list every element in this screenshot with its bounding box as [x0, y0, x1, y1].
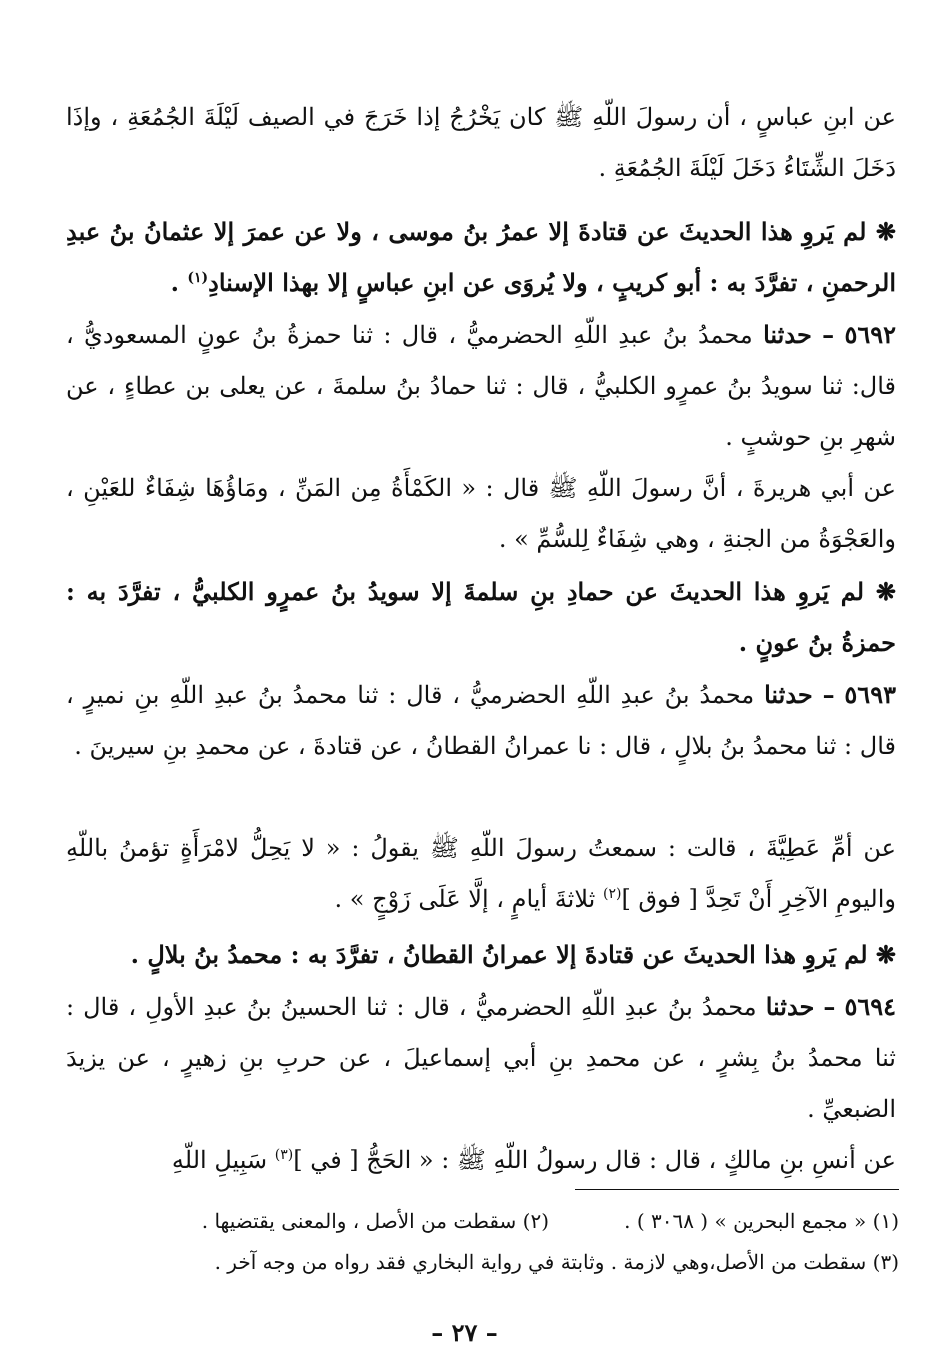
footnote-ref-3: (٣) [274, 1147, 294, 1163]
hadith-text-p1: عن ابنِ عباسٍ ، أن رسولَ اللّهِ ﷺ كان يَخْرُجُ إذا خَرَجَ في الصيف لَيْلَةَ الجُمُعَةِ ، وإذَا دَخَلَ الشِّتَاءُ دَخَلَ لَيْلَةَ الجُمُعَةِ . [66, 103, 896, 182]
footnote-1: (١) « مجمع البحرين » ( ٣٠٦٨ ) . [624, 1209, 899, 1233]
isnad-lead: حدثنا [765, 992, 815, 1021]
star-mark-icon: ❋ [875, 577, 897, 606]
isnad-5694: ٥٦٩٤ – حدثنا محمدُ بنُ عبدِ اللّهِ الحضرميُّ ، قال : ثنا الحسينُ بنُ عبدِ الأولِ ، قال : ثنا محمدُ بنُ بِشرٍ ، عن محمدِ بنِ أبي إسماعيلَ ، عن حربِ بنِ زهيرٍ ، عن يزيدَ الضبعيِّ . [66, 992, 896, 1123]
commentary-p2: ❋ لم يَروِ هذا الحديثَ عن قتادةَ إلا عمرُ بنُ موسى ، ولا عن عمرَ إلا عثمانُ بنُ عبدِ الرحمنِ ، تفرَّدَ به : أبو كريبٍ ، ولا يُروَى عن ابنِ عباسٍ إلا بهذا الإسنادِ$^{(١)}$ . [66, 217, 896, 297]
hadith-text-p10: عن أنسِ بنِ مالكٍ ، قال : قال رسولُ اللّهِ ﷺ : « الحَجُّ [ في ]$^{(٣)}$ سَبِيلِ اللّهِ [171, 1146, 896, 1174]
footnote-2: (٢) سقطت من الأصل ، والمعنى يقتضيها . [201, 1209, 549, 1233]
hadith-text-p4: عن أبي هريرةَ ، أنَّ رسولَ اللّهِ ﷺ قال : « الكَمْأَةُ مِن المَنِّ ، ومَاؤُهَا شِفَاءٌ للعَيْنِ ، والعَجْوَةُ من الجنةِ ، وهي شِفَاءٌ لِلسُّمِّ » . [66, 474, 896, 553]
commentary-p8: ❋ لم يَروِ هذا الحديثَ عن قتادةَ إلا عمرانُ القطانُ ، تفرَّدَ به : محمدُ بنُ بلالٍ . [130, 940, 896, 969]
hadith-text-p7: عن أمِّ عَطِيَّةَ ، قالت : سمعتُ رسولَ اللّهِ ﷺ يقولُ : « لا يَحِلُّ لامْرَأَةٍ تؤمنُ باللّهِ واليومِ الآخِرِ أَنْ تَحِدَّ [ فوق ]$^{(٢)}$ ثلاثةَ أيامٍ ، إلَّا عَلَى زَوْجٍ » . [66, 834, 896, 913]
hadith-number-5693: ٥٦٩٣ [844, 680, 896, 709]
hadith-number-5694: ٥٦٩٤ [844, 992, 896, 1021]
isnad-lead: حدثنا [763, 320, 812, 349]
isnad-5692: ٥٦٩٢ – حدثنا محمدُ بنُ عبدِ اللّهِ الحضرميُّ ، قال : ثنا حمزةُ بنُ عونٍ المسعوديُّ ، قال: ثنا سويدُ بنُ عمرٍو الكلبيُّ ، قال : ثنا حمادُ بنُ سلمةَ ، عن يعلى بن عطاءٍ ، عن شهرِ بنِ حوشبٍ . [66, 320, 896, 451]
footnote-ref-1: (١) [187, 270, 209, 286]
isnad-lead: حدثنا [764, 680, 813, 709]
star-mark-icon: ❋ [875, 217, 896, 246]
footnote-3: (٣) سقطت من الأصل،وهي لازمة . وثابتة في رواية البخاري فقد رواه من وجه آخر . [214, 1250, 899, 1274]
isnad-5693: ٥٦٩٣ – حدثنا محمدُ بنُ عبدِ اللّهِ الحضرميُّ ، قال : ثنا محمدُ بنُ عبدِ اللّهِ بنِ نميرٍ ، قال : ثنا محمدُ بنُ بلالٍ ، قال : نا عمرانُ القطانُ ، عن قتادةَ ، عن محمدِ بنِ سيرينَ . [66, 680, 896, 760]
footnote-ref-2: (٢) [602, 886, 622, 902]
page-number: – ٢٧ – [431, 1318, 498, 1347]
star-mark-icon: ❋ [875, 940, 896, 969]
footnote-separator [575, 1189, 899, 1190]
commentary-p5: ❋ لم يَروِ هذا الحديثَ عن حمادِ بنِ سلمةَ إلا سويدُ بنُ عمرٍو الكلبيُّ ، تفرَّدَ به : حمزةُ بنُ عونٍ . [66, 577, 897, 657]
hadith-number-5692: ٥٦٩٢ [844, 320, 896, 349]
